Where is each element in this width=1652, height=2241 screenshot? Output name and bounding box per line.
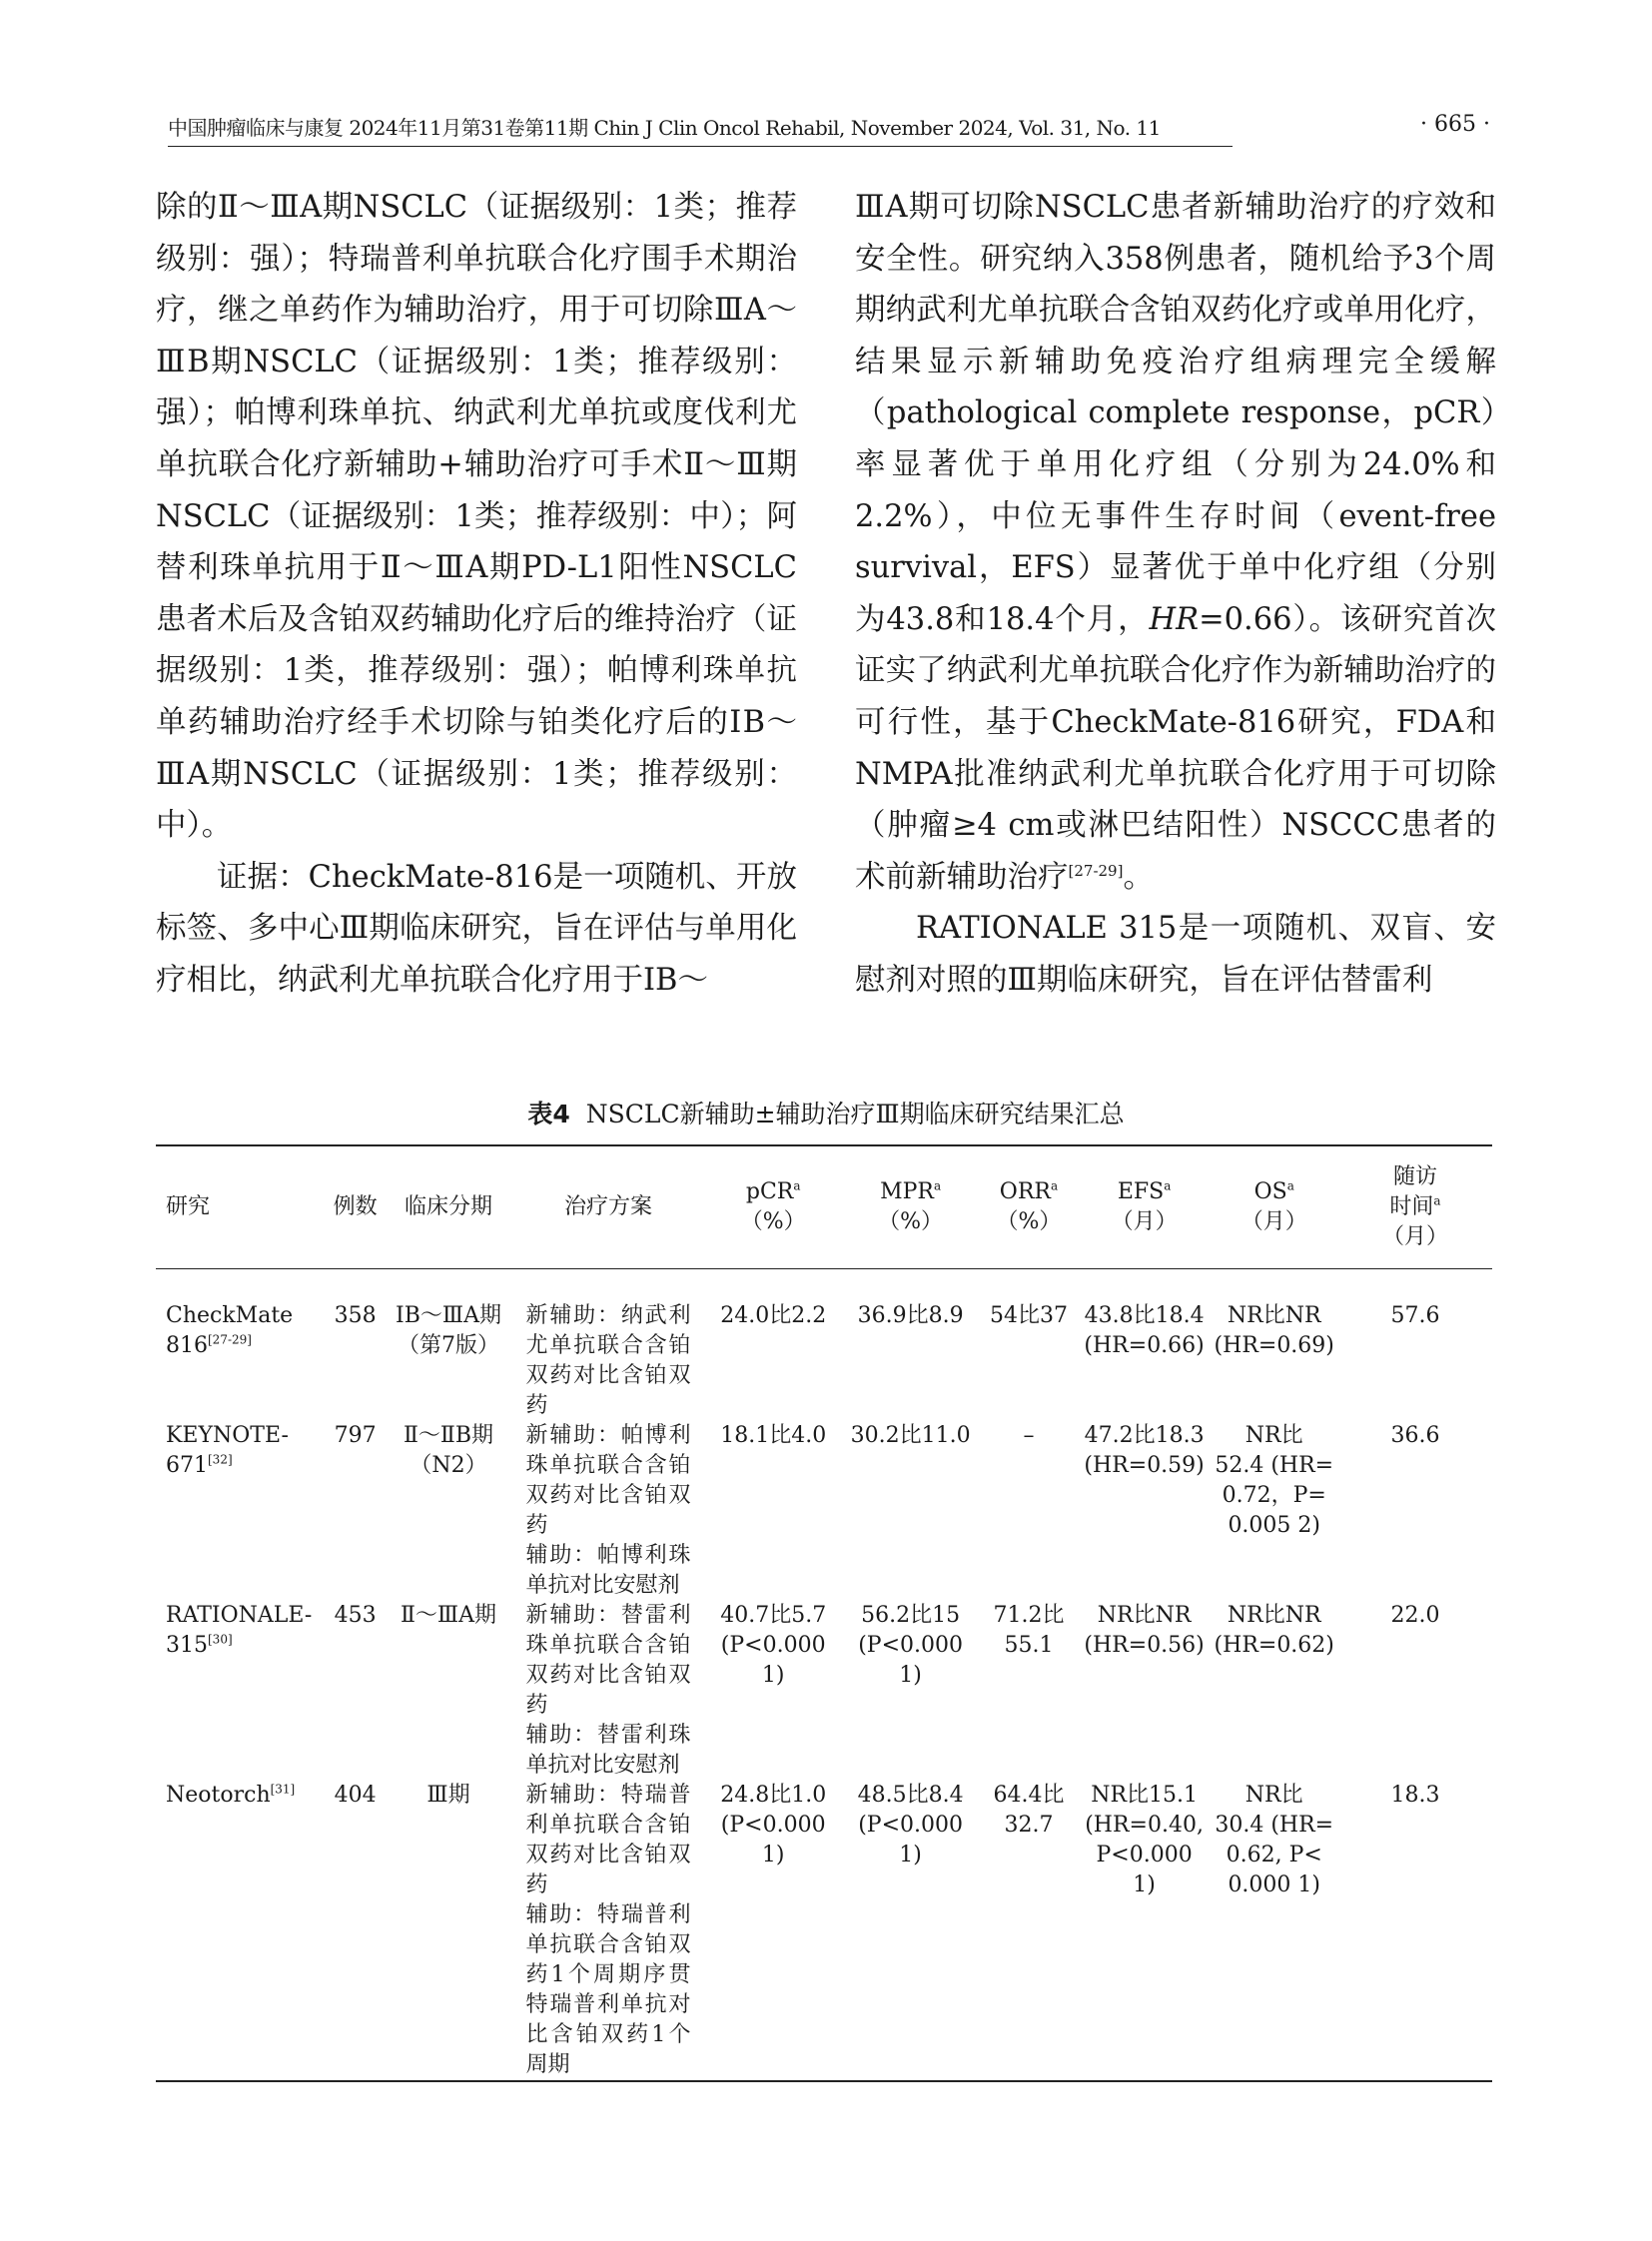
table-row [156, 1601, 1492, 1781]
cell-orr: 64.4比 32.7 [993, 1783, 1065, 1838]
table-label: 表4 [527, 1100, 570, 1128]
cell-os: NR比 30.4 (HR= 0.62, P< 0.000 1) [1215, 1783, 1334, 1897]
header-unit: （%） [878, 1209, 944, 1234]
cell-orr: – [1023, 1423, 1035, 1448]
right-column [855, 182, 1496, 1007]
col-header-n: 例数 [333, 1194, 378, 1219]
header-text: MPR [880, 1179, 934, 1204]
cell-stage: ⅠB～ⅢA期 （第7版） [396, 1303, 501, 1358]
cell-n: 358 [334, 1303, 377, 1328]
header-unit: （月） [1381, 1224, 1448, 1249]
footnote-mark: a [1164, 1178, 1172, 1193]
cell-mpr: 56.2比15 (P<0.000 1) [858, 1603, 963, 1688]
header-unit: （%） [996, 1209, 1062, 1234]
citation: [30] [208, 1632, 233, 1647]
col-header-pcr [705, 1145, 842, 1269]
header-text: OS [1253, 1179, 1287, 1204]
table-row [156, 1421, 1492, 1601]
results-table [156, 1144, 1492, 2082]
footnote-mark: a [1050, 1178, 1059, 1193]
cell-stage: Ⅲ期 [426, 1783, 470, 1808]
cell-pcr: 24.0比2.2 [720, 1303, 827, 1328]
col-header-orr [979, 1145, 1078, 1269]
cell-mpr: 36.9比8.9 [857, 1303, 964, 1328]
col-header-regimen: 治疗方案 [563, 1194, 652, 1219]
text-run: =0.66）。该研究首次证实了纳武利尤单抗联合化疗作为新辅助治疗的可行性，基于CheckMate-816研究，FDA和NMPA批准纳武利尤单抗联合化疗用于可切除（肿瘤≥4 cm或淋巴结阳性）NSCCC患者的术前新辅助治疗 [855, 601, 1496, 895]
header-text: EFS [1117, 1179, 1165, 1204]
cell-mpr: 30.2比11.0 [850, 1423, 971, 1448]
cell-study [156, 1421, 326, 1601]
header-text: 随访 时间 [1389, 1164, 1437, 1219]
study-name: RATIONALE- 315 [166, 1603, 313, 1658]
col-header-stage: 临床分期 [404, 1194, 492, 1219]
paragraph: 除的Ⅱ～ⅢA期NSCLC（证据级别：1类；推荐级别：强）；特瑞普利单抗联合化疗围手术期治疗，继之单药作为辅助治疗，用于可切除ⅢA～ⅢB期NSCLC（证据级别：1类；推荐级别：强）；帕博利珠单抗、纳武利尤单抗或度伐利尤单抗联合化疗新辅助+辅助治疗可手术Ⅱ～Ⅲ期NSCLC（证据级别：1类；推荐级别：中）；阿替利珠单抗用于Ⅱ～ⅢA期PD-L1阳性NSCLC患者术后及含铂双药辅助化疗后的维持治疗（证据级别：1类，推荐级别：强）；帕博利珠单抗单药辅助治疗经手术切除与铂类化疗后的ⅠB～ⅢA期NSCLC（证据级别：1类；推荐级别：中）。 [156, 190, 797, 844]
col-header-efs [1079, 1145, 1211, 1269]
text-run: HR [1149, 601, 1200, 637]
cell-stage: Ⅱ～ⅡB期 （N2） [403, 1423, 494, 1478]
table-header-row [156, 1145, 1492, 1269]
cell-os: NR比NR (HR=0.62) [1214, 1603, 1334, 1658]
cell-regimen: 新辅助：特瑞普利单抗联合含铂双药对比含铂双药 辅助：特瑞普利单抗联合含铂双药1个周期序贯特瑞普利单抗对比含铂双药1个周期 [525, 1783, 691, 2077]
cell-efs: 43.8比18.4 (HR=0.66) [1084, 1303, 1205, 1358]
header-rule [168, 146, 1233, 147]
citation: [27-29] [208, 1332, 252, 1347]
paragraph: 证据：CheckMate-816是一项随机、开放标签、多中心Ⅲ期临床研究，旨在评估与单用化疗相比，纳武利尤单抗联合化疗用于ⅠB～ [156, 859, 797, 998]
cell-followup: 57.6 [1390, 1303, 1440, 1328]
header-unit: （%） [740, 1209, 806, 1234]
cell-followup: 36.6 [1390, 1423, 1440, 1448]
cell-efs: NR比NR (HR=0.56) [1084, 1603, 1205, 1658]
col-header-study: 研究 [166, 1194, 211, 1219]
paragraph: RATIONALE 315是一项随机、双盲、安慰剂对照的Ⅲ期临床研究，旨在评估替雷利 [855, 911, 1496, 998]
paragraph [855, 182, 1496, 903]
table-title: NSCLC新辅助±辅助治疗Ⅲ期临床研究结果汇总 [585, 1100, 1125, 1128]
journal-line: 中国肿瘤临床与康复 2024年11月第31卷第11期 Chin J Clin Oncol Rehabil, November 2024, Vol. 31, No. 11 [168, 116, 1161, 140]
citation: [31] [270, 1782, 296, 1797]
table-row [156, 1781, 1492, 2081]
col-header-followup [1338, 1145, 1492, 1269]
study-name: CheckMate 816 [166, 1303, 294, 1358]
footnote-mark: a [1286, 1178, 1294, 1193]
text-run: 。 [1123, 859, 1154, 895]
col-header-os [1211, 1145, 1338, 1269]
cell-study [156, 1781, 326, 2081]
cell-regimen: 新辅助：帕博利珠单抗联合含铂双药对比含铂双药 辅助：帕博利珠单抗对比安慰剂 [525, 1423, 691, 1598]
header-unit: （月） [1240, 1209, 1307, 1234]
cell-orr: 54比37 [989, 1303, 1068, 1328]
cell-n: 453 [334, 1603, 377, 1628]
cell-efs: 47.2比18.3 (HR=0.59) [1084, 1423, 1205, 1478]
study-name: Neotorch [166, 1783, 271, 1808]
footnote-mark: a [1433, 1193, 1441, 1208]
cell-followup: 22.0 [1390, 1603, 1440, 1628]
cell-n: 797 [334, 1423, 377, 1448]
footnote-mark: a [933, 1178, 942, 1193]
cell-pcr: 18.1比4.0 [720, 1423, 827, 1448]
left-column [156, 182, 797, 1007]
cell-pcr: 24.8比1.0 (P<0.000 1) [720, 1783, 827, 1868]
table-caption [0, 1095, 1652, 1130]
cell-stage: Ⅱ～ⅢA期 [400, 1603, 497, 1628]
cell-regimen: 新辅助：纳武利尤单抗联合含铂双药对比含铂双药 [525, 1303, 691, 1418]
cell-os: NR比 52.4 (HR= 0.72，P= 0.005 2) [1215, 1423, 1334, 1538]
page-number: · 665 · [1420, 112, 1490, 137]
header-unit: （月） [1111, 1209, 1178, 1234]
cell-regimen: 新辅助：替雷利珠单抗联合含铂双药对比含铂双药 辅助：替雷利珠单抗对比安慰剂 [525, 1603, 691, 1778]
header-text: pCR [745, 1179, 794, 1204]
table-row [156, 1269, 1492, 1422]
cell-study [156, 1269, 326, 1422]
citation: [32] [208, 1452, 233, 1467]
col-header-mpr [842, 1145, 979, 1269]
cell-pcr: 40.7比5.7 (P<0.000 1) [720, 1603, 827, 1688]
cell-n: 404 [334, 1783, 377, 1808]
cell-efs: NR比15.1 (HR=0.40, P<0.000 1) [1085, 1783, 1204, 1897]
cell-followup: 18.3 [1390, 1783, 1440, 1808]
cell-study [156, 1601, 326, 1781]
footnote-mark: a [793, 1178, 801, 1193]
header-text: ORR [999, 1179, 1051, 1204]
text-run: ⅢA期可切除NSCLC患者新辅助治疗的疗效和安全性。研究纳入358例患者，随机给予3个周期纳武利尤单抗联合含铂双药化疗或单用化疗，结果显示新辅助免疫治疗组病理完全缓解（pathological complete response，pCR）率显著优于单用化疗组（分别为24.0%和2.2%），中位无事件生存时间（event-free survival，EFS）显著优于单中化疗组（分别为43.8和18.4个月， [855, 190, 1496, 637]
cell-os: NR比NR (HR=0.69) [1214, 1303, 1334, 1358]
cell-mpr: 48.5比8.4 (P<0.000 1) [857, 1783, 964, 1868]
running-header [168, 112, 1490, 148]
citation: [27-29] [1068, 861, 1124, 880]
cell-orr: 71.2比 55.1 [993, 1603, 1065, 1658]
study-name: KEYNOTE- 671 [166, 1423, 289, 1478]
